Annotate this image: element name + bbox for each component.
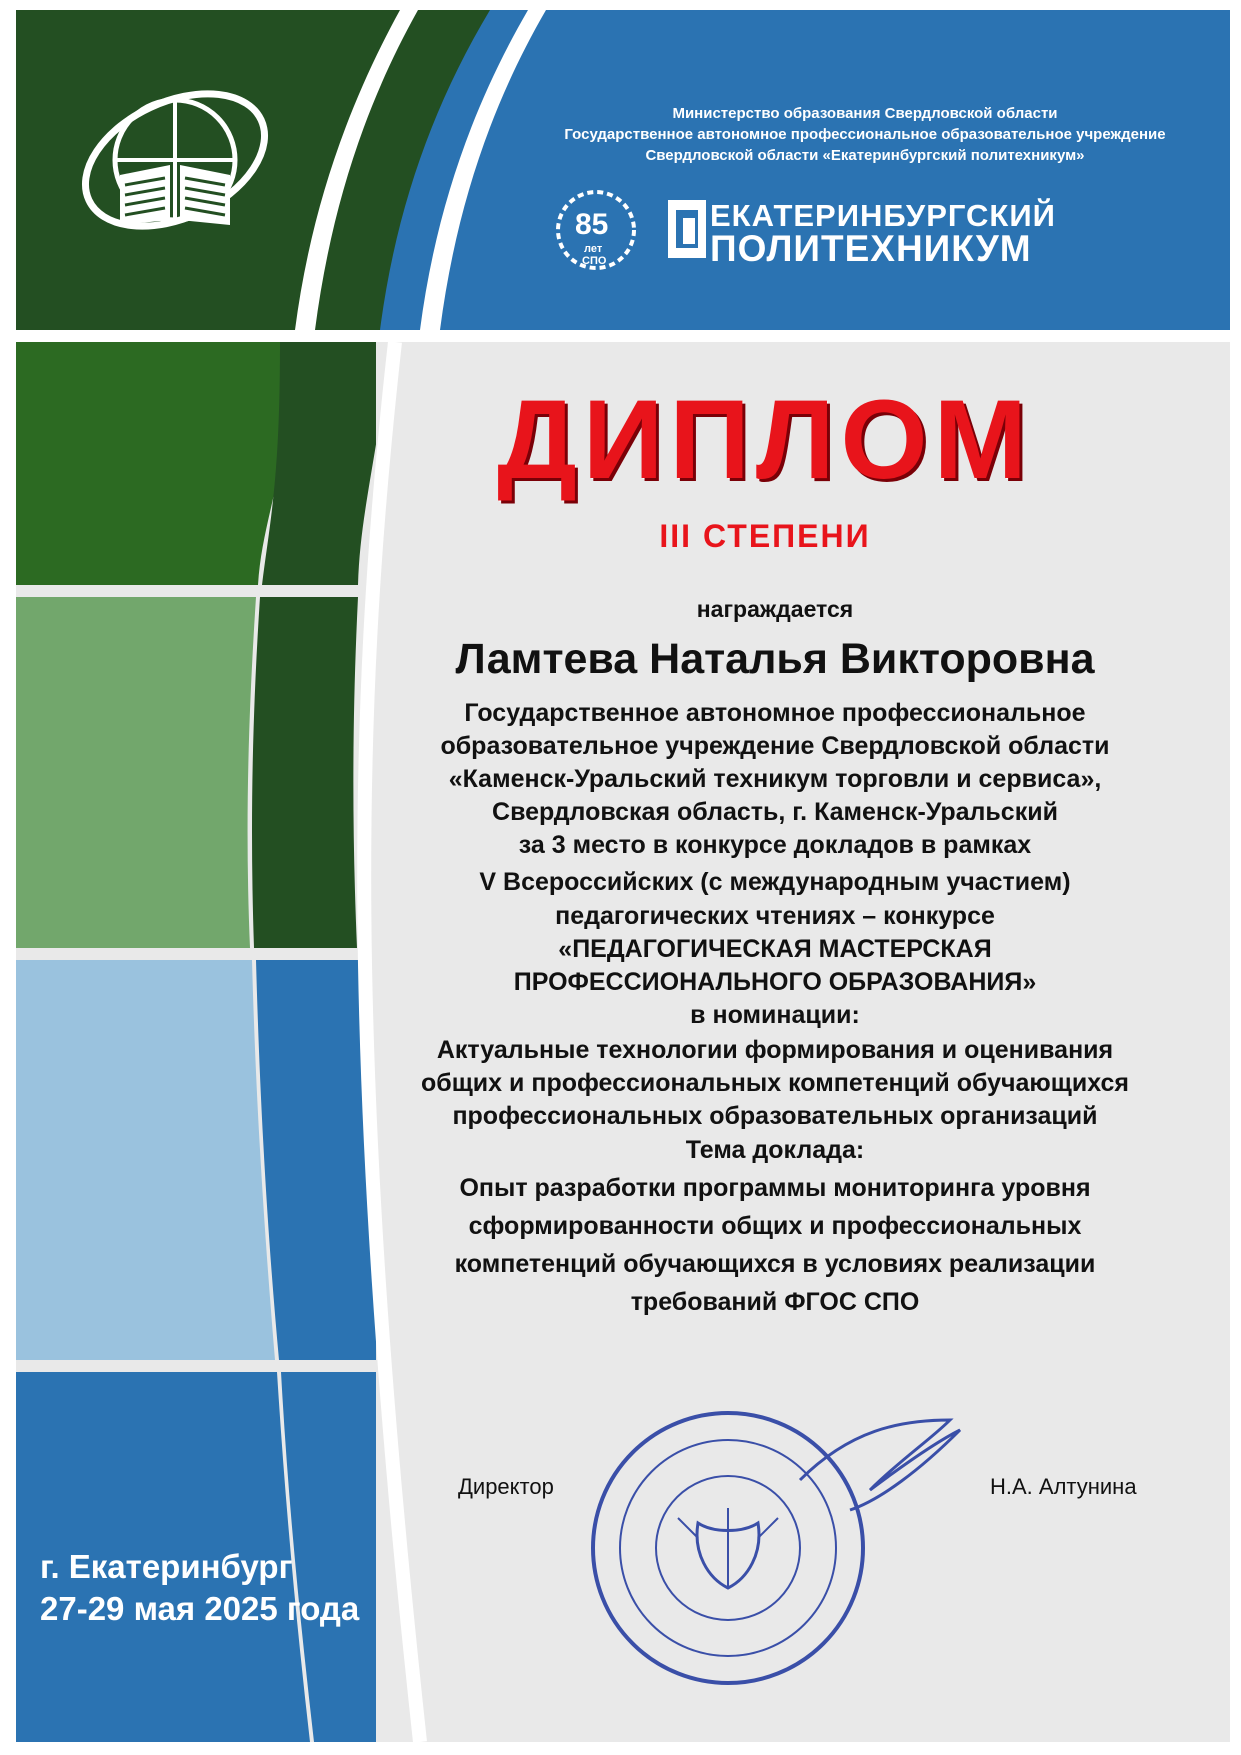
reason-line: ПРОФЕССИОНАЛЬНОГО ОБРАЗОВАНИЯ» <box>513 968 1037 996</box>
reason-line: «ПЕДАГОГИЧЕСКАЯ МАСТЕРСКАЯ <box>558 935 992 963</box>
signer-name: Н.А. Алтунина <box>990 1474 1137 1499</box>
reason-line: V Всероссийских (с международным участием) <box>479 868 1071 896</box>
recipient-name: Ламтева Наталья Викторовна <box>455 635 1095 683</box>
nomination-label: в номинации: <box>690 1001 860 1029</box>
anniversary-words: лет <box>584 243 603 255</box>
reason-line: за 3 место в конкурсе докладов в рамках <box>518 831 1032 859</box>
nomination-line: общих и профессиональных компетенций обучающихся <box>421 1069 1129 1097</box>
director-label: Директор <box>458 1474 554 1499</box>
organization-line: «Каменск-Уральский техникум торговли и сервиса», <box>448 765 1102 793</box>
header-ministry: Министерство образования Свердловской области <box>672 105 1058 122</box>
brand-line-2: ПОЛИТЕХНИКУМ <box>710 228 1032 269</box>
organization-line: Государственное автономное профессиональное <box>464 699 1086 727</box>
nomination-line: профессиональных образовательных организаций <box>452 1102 1098 1130</box>
header-institution: Государственное автономное профессиональное образовательное учреждение <box>564 126 1166 143</box>
topic-line: требований ФГОС СПО <box>630 1288 920 1316</box>
awarded-label: награждается <box>696 596 854 622</box>
topic-line: Опыт разработки программы мониторинга уровня <box>459 1174 1091 1202</box>
brand-line-1: ЕКАТЕРИНБУРГСКИЙ <box>710 198 1056 233</box>
topic-label: Тема доклада: <box>685 1136 865 1164</box>
diploma-degree: III СТЕПЕНИ <box>659 518 871 554</box>
diploma-title: ДИПЛОМ <box>497 377 1033 502</box>
anniversary-number: 85 <box>575 208 609 241</box>
header-institution-region: Свердловской области «Екатеринбургский политехникум» <box>645 147 1085 164</box>
event-dates: 27-29 мая 2025 года <box>40 1590 360 1627</box>
organization-line: образовательное учреждение Свердловской области <box>440 732 1110 760</box>
brand-mark-icon <box>668 200 706 258</box>
nomination-line: Актуальные технологии формирования и оценивания <box>436 1036 1114 1064</box>
anniversary-subtitle: СПО <box>582 255 607 267</box>
topic-line: компетенций обучающихся в условиях реализации <box>454 1250 1096 1278</box>
reason-line: педагогических чтениях – конкурсе <box>555 902 995 930</box>
topic-line: сформированности общих и профессиональных <box>468 1212 1082 1240</box>
event-city: г. Екатеринбург <box>40 1548 293 1585</box>
organization-line: Свердловская область, г. Каменск-Уральский <box>492 798 1058 826</box>
